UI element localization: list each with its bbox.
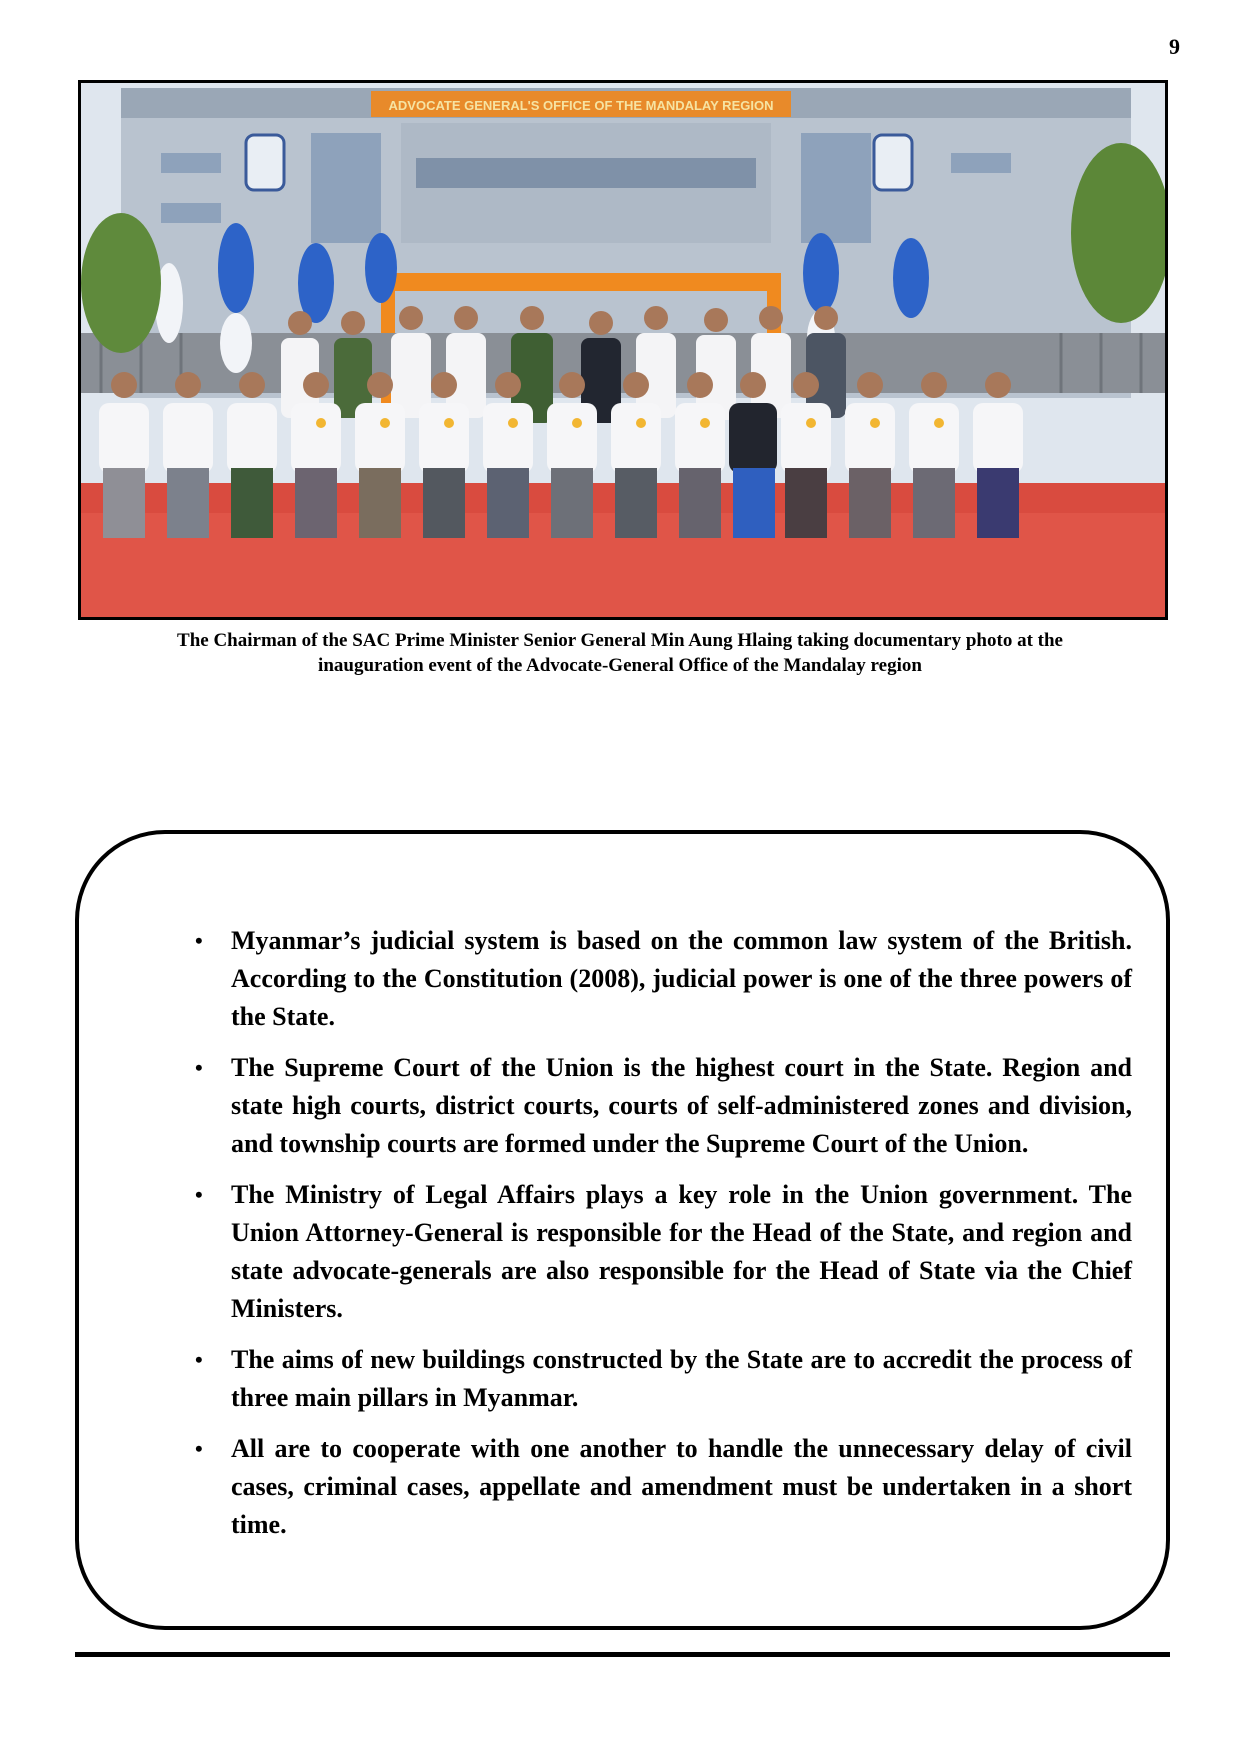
key-point-text: The Supreme Court of the Union is the highest court in the State. Region and state high courts, district courts, courts of self-administered zones and division, and township courts are formed under the Supreme Court of the Union.	[231, 1053, 1132, 1158]
photo-caption-line-1: The Chairman of the SAC Prime Minister Senior General Min Aung Hlaing taking documentary photo at the	[177, 630, 1063, 651]
key-point-1	[155, 922, 1132, 1036]
key-point-text: The aims of new buildings constructed by the State are to accredit the process of three main pillars in Myanmar.	[231, 1345, 1132, 1412]
footer-rule	[75, 1652, 1170, 1657]
key-point-text: Myanmar’s judicial system is based on the common law system of the British. According to the Constitution (2008), judicial power is one of the three powers of the State.	[231, 926, 1132, 1031]
photo-caption-line-2: inauguration event of the Advocate-General Office of the Mandalay region	[318, 655, 922, 676]
bullet-icon: •	[195, 1347, 203, 1372]
bullet-icon: •	[195, 928, 203, 953]
bullet-icon: •	[195, 1182, 203, 1207]
bullet-icon: •	[195, 1055, 203, 1080]
key-points-box	[75, 830, 1170, 1630]
ceremony-photo-illustration	[81, 83, 1165, 617]
bullet-icon: •	[195, 1436, 203, 1461]
key-point-5	[155, 1430, 1132, 1544]
key-point-text: All are to cooperate with one another to handle the unnecessary delay of civil cases, criminal cases, appellate and amendment must be undertaken in a short time.	[231, 1434, 1132, 1539]
ceremony-photo	[78, 80, 1168, 620]
building-sign-text: ADVOCATE GENERAL'S OFFICE OF THE MANDALAY REGION	[388, 98, 774, 113]
key-points-list	[155, 922, 1132, 1557]
key-point-4	[155, 1341, 1132, 1417]
key-point-text: The Ministry of Legal Affairs plays a key role in the Union government. The Union Attorney-General is responsible for the Head of the State, and region and state advocate-generals are also responsible for the Head of State via the Chief Ministers.	[231, 1180, 1132, 1323]
page-number: 9	[1169, 34, 1180, 59]
photo-caption	[110, 628, 1130, 678]
key-point-3	[155, 1176, 1132, 1328]
key-point-2	[155, 1049, 1132, 1163]
